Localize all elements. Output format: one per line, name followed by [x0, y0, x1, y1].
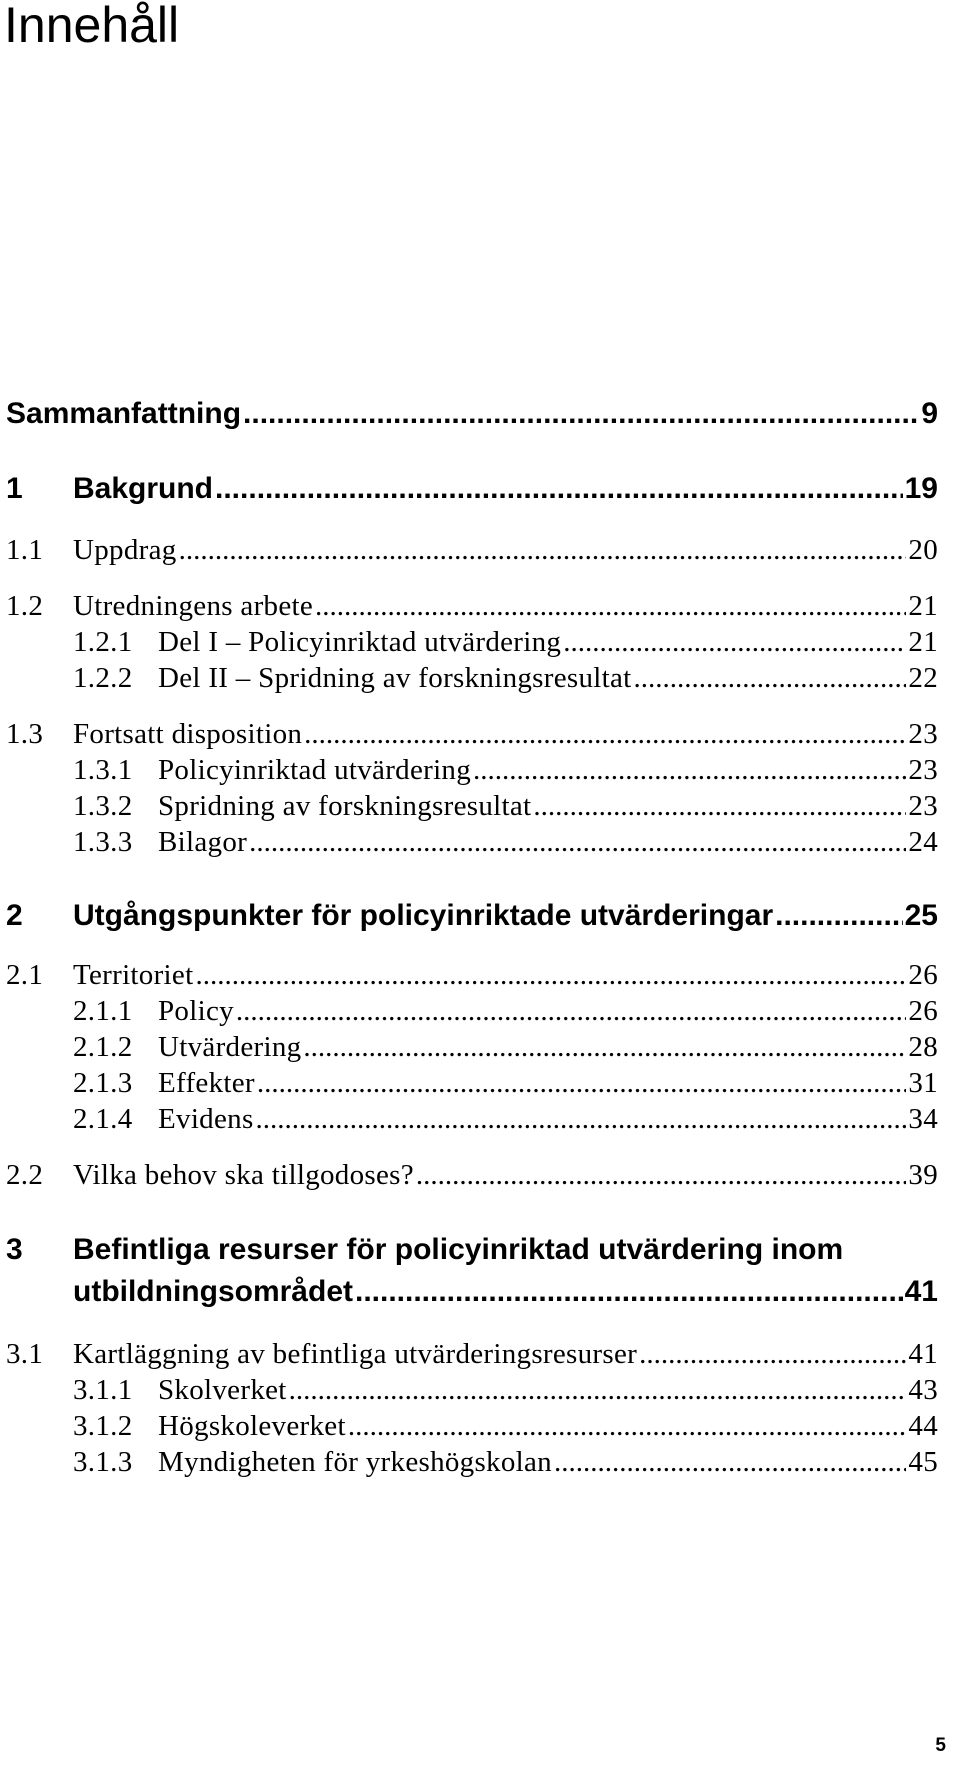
- toc-entry-title: Myndigheten för yrkeshögskolan: [158, 1446, 552, 1478]
- toc-entry-title: Sammanfattning: [6, 397, 242, 430]
- toc-entry-page: 23: [908, 718, 938, 750]
- dot-leader: [289, 1372, 907, 1408]
- dot-leader: [257, 1065, 907, 1101]
- toc-entry-page: 44: [908, 1410, 938, 1442]
- toc-entry-page: 20: [908, 534, 938, 566]
- toc-entry-number: 2.1.1: [73, 995, 133, 1027]
- dot-leader: [215, 469, 903, 509]
- toc-entry-number: 1.3: [6, 718, 44, 750]
- toc-entry-title: Bakgrund: [73, 472, 214, 505]
- dot-leader: [416, 1157, 906, 1193]
- toc-entry-page: 21: [908, 590, 938, 622]
- toc-entry-chapter-3[interactable]: [73, 1272, 938, 1312]
- dot-leader: [249, 824, 906, 860]
- toc-entry-number: 2.2: [6, 1159, 44, 1191]
- toc-entry-page: 31: [908, 1067, 938, 1099]
- toc-entry-number: 1.3.3: [73, 826, 133, 858]
- toc-entry-page: 34: [908, 1103, 938, 1135]
- toc-entry-page: 23: [908, 790, 938, 822]
- toc-entry-title: Policyinriktad utvärdering: [158, 754, 472, 786]
- toc-entry-number: 1.1: [6, 534, 44, 566]
- toc-entry-title: Policy: [158, 995, 234, 1027]
- dot-leader: [473, 752, 906, 788]
- toc-entry-page: 43: [908, 1374, 938, 1406]
- toc-entry-title: Evidens: [158, 1103, 254, 1135]
- toc-entry-number: 2.1.4: [73, 1103, 133, 1135]
- toc-entry-3-1-3[interactable]: [73, 1444, 938, 1480]
- toc-entry-number: 2.1.2: [73, 1031, 133, 1063]
- toc-entry-title: Spridning av forskningsresultat: [158, 790, 532, 822]
- dot-leader: [563, 624, 906, 660]
- dot-leader: [634, 660, 907, 696]
- toc-entry-3-1[interactable]: [6, 1336, 938, 1372]
- toc-entry-title: Befintliga resurser för policyinriktad utvärdering inom: [73, 1233, 844, 1266]
- toc-entry-page: 23: [908, 754, 938, 786]
- toc-entry-number: 1.2.1: [73, 626, 133, 658]
- toc-entry-page: 22: [908, 662, 938, 694]
- toc-entry-1-2-1[interactable]: [73, 624, 938, 660]
- toc-entry-3-1-1[interactable]: [73, 1372, 938, 1408]
- toc-entry-number: 1.2.2: [73, 662, 133, 694]
- toc-entry-title: Uppdrag: [73, 534, 177, 566]
- toc-entry-2-1-4[interactable]: [73, 1101, 938, 1137]
- page-number: 5: [935, 1735, 946, 1756]
- dot-leader: [195, 957, 906, 993]
- dot-leader: [236, 993, 906, 1029]
- toc-entry-number: 3.1.2: [73, 1410, 133, 1442]
- toc-entry-page: 24: [908, 826, 938, 858]
- toc-entry-number: 2.1: [6, 959, 44, 991]
- toc-entry-1-1[interactable]: [6, 532, 938, 568]
- toc-entry-1-2[interactable]: [6, 588, 938, 624]
- toc-entry-sammanfattning[interactable]: [6, 394, 938, 434]
- dot-leader: [355, 1272, 903, 1312]
- toc-entry-1-3-2[interactable]: [73, 788, 938, 824]
- toc-entry-page: 9: [921, 397, 938, 430]
- toc-entry-title: Bilagor: [158, 826, 248, 858]
- toc-entry-page: 26: [908, 959, 938, 991]
- toc-entry-2-1-1[interactable]: [73, 993, 938, 1029]
- page-title: Innehåll: [4, 0, 180, 53]
- toc-entry-number: 2: [6, 899, 23, 932]
- toc-entry-title: Utvärdering: [158, 1031, 302, 1063]
- toc-entry-page: 19: [904, 472, 938, 505]
- toc-entry-number: 1.3.1: [73, 754, 133, 786]
- toc-entry-number: 3.1: [6, 1338, 44, 1370]
- toc-entry-number: 2.1.3: [73, 1067, 133, 1099]
- toc-entry-page: 21: [908, 626, 938, 658]
- toc-entry-3-1-2[interactable]: [73, 1408, 938, 1444]
- toc-entry-number: 3.1.1: [73, 1374, 133, 1406]
- toc-entry-1-3-3[interactable]: [73, 824, 938, 860]
- toc-entry-chapter-3-line-1[interactable]: [6, 1230, 843, 1270]
- toc-entry-2-1-2[interactable]: [73, 1029, 938, 1065]
- dot-leader: [303, 1029, 906, 1065]
- toc-entry-chapter-1[interactable]: [6, 469, 938, 509]
- toc-entry-page: 39: [908, 1159, 938, 1191]
- toc-entry-title: Fortsatt disposition: [73, 718, 303, 750]
- toc-entry-chapter-2[interactable]: [6, 896, 938, 936]
- toc-entry-1-3-1[interactable]: [73, 752, 938, 788]
- toc-entry-page: 41: [904, 1275, 938, 1308]
- toc-entry-1-3[interactable]: [6, 716, 938, 752]
- dot-leader: [315, 588, 906, 624]
- toc-entry-2-1[interactable]: [6, 957, 938, 993]
- toc-entry-title: Kartläggning av befintliga utvärderingsresurser: [73, 1338, 638, 1370]
- toc-entry-number: 3: [6, 1233, 23, 1266]
- toc-entry-1-2-2[interactable]: [73, 660, 938, 696]
- toc-entry-page: 28: [908, 1031, 938, 1063]
- toc-entry-title: Högskoleverket: [158, 1410, 346, 1442]
- toc-entry-title: Territoriet: [73, 959, 194, 991]
- toc-entry-page: 45: [908, 1446, 938, 1478]
- dot-leader: [304, 716, 906, 752]
- dot-leader: [348, 1408, 907, 1444]
- toc-entry-title: Utredningens arbete: [73, 590, 314, 622]
- toc-entry-number: 1: [6, 472, 23, 505]
- toc-entry-2-1-3[interactable]: [73, 1065, 938, 1101]
- dot-leader: [256, 1101, 907, 1137]
- toc-entry-title: Skolverket: [158, 1374, 287, 1406]
- dot-leader: [243, 394, 919, 434]
- dot-leader: [179, 532, 907, 568]
- toc-entry-title: Del II – Spridning av forskningsresultat: [158, 662, 632, 694]
- toc-entry-page: 26: [908, 995, 938, 1027]
- dot-leader: [533, 788, 906, 824]
- toc-entry-title: Effekter: [158, 1067, 255, 1099]
- dot-leader: [554, 1444, 906, 1480]
- toc-entry-number: 1.2: [6, 590, 44, 622]
- toc-entry-page: 41: [908, 1338, 938, 1370]
- toc-entry-number: 3.1.3: [73, 1446, 133, 1478]
- toc-entry-title: Utgångspunkter för policyinriktade utvärderingar: [73, 899, 774, 932]
- toc-entry-2-2[interactable]: [6, 1157, 938, 1193]
- toc-entry-page: 25: [904, 899, 938, 932]
- toc-entry-title: Del I – Policyinriktad utvärdering: [158, 626, 562, 658]
- dot-leader: [639, 1336, 906, 1372]
- dot-leader: [775, 896, 903, 936]
- toc-entry-title: Vilka behov ska tillgodoses?: [73, 1159, 414, 1191]
- toc-entry-title-continued: utbildningsområdet: [73, 1275, 353, 1308]
- toc-entry-number: 1.3.2: [73, 790, 133, 822]
